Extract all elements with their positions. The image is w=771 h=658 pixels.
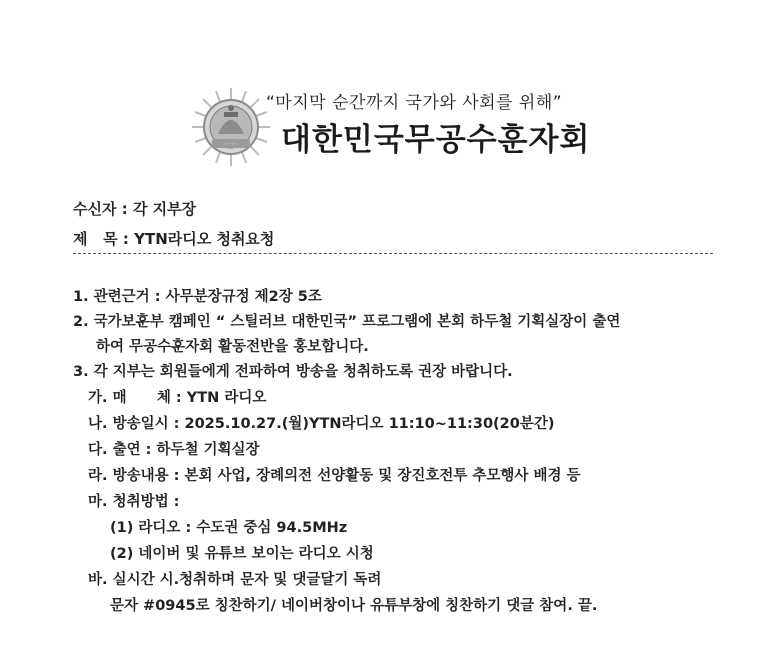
ma-method-2: (2) 네이버 및 유튜브 보이는 라디오 시청 — [110, 546, 374, 562]
divider-line — [73, 253, 713, 254]
sub-item-ma: 마. 청취방법 : — [88, 494, 180, 510]
letterhead — [0, 0, 771, 170]
sub-item-ga: 가. 매 체 : YTN 라디오 — [88, 390, 267, 406]
slogan: “마지막 순간까지 국가와 사회를 위해” — [266, 93, 563, 113]
subject-label: 제 목 : — [73, 230, 129, 248]
ma-method-1: (1) 라디오 : 수도권 중심 94.5MHz — [110, 520, 348, 536]
sub-item-na: 나. 방송일시 : 2025.10.27.(월)YTN라디오 11:10~11:30(20분간) — [88, 416, 555, 432]
recipient-label: 수신자 : — [73, 200, 128, 218]
subject-line — [73, 228, 274, 249]
sub-item-ra: 라. 방송내용 : 본회 사업, 장례의전 선양활동 및 장진호전투 추모행사 배경 등 — [88, 468, 581, 484]
sub-item-ba: 바. 실시간 시.청취하며 문자 및 댓글달기 독려 — [88, 572, 382, 588]
sub-item-da: 다. 출연 : 하두철 기획실장 — [88, 442, 260, 458]
organization-name: 대한민국무공수훈자회 — [281, 122, 591, 158]
ba-detail: 문자 #0945로 칭찬하기/ 네이버창이나 유튜부창에 칭찬하기 댓글 참여. 끝. — [110, 598, 598, 614]
subject-value: YTN라디오 청취요청 — [134, 230, 275, 248]
item-2-line-2: 하여 무공수훈자회 활동전반을 홍보합니다. — [96, 339, 369, 355]
recipient-line — [73, 198, 196, 219]
item-1: 1. 관련근거 : 사무분장규정 제2장 5조 — [73, 289, 322, 305]
item-3: 3. 각 지부는 회원들에게 전파하여 방송을 청취하도록 권장 바랍니다. — [73, 364, 513, 380]
association-emblem-icon — [188, 84, 274, 170]
svg-text:◦◦◦◦: ◦◦◦◦ — [223, 141, 239, 148]
item-2-line-1: 2. 국가보훈부 캠페인 “ 스틸러브 대한민국” 프로그램에 본회 하두철 기획실장이 출연 — [73, 314, 621, 330]
recipient-value: 각 지부장 — [132, 200, 197, 218]
